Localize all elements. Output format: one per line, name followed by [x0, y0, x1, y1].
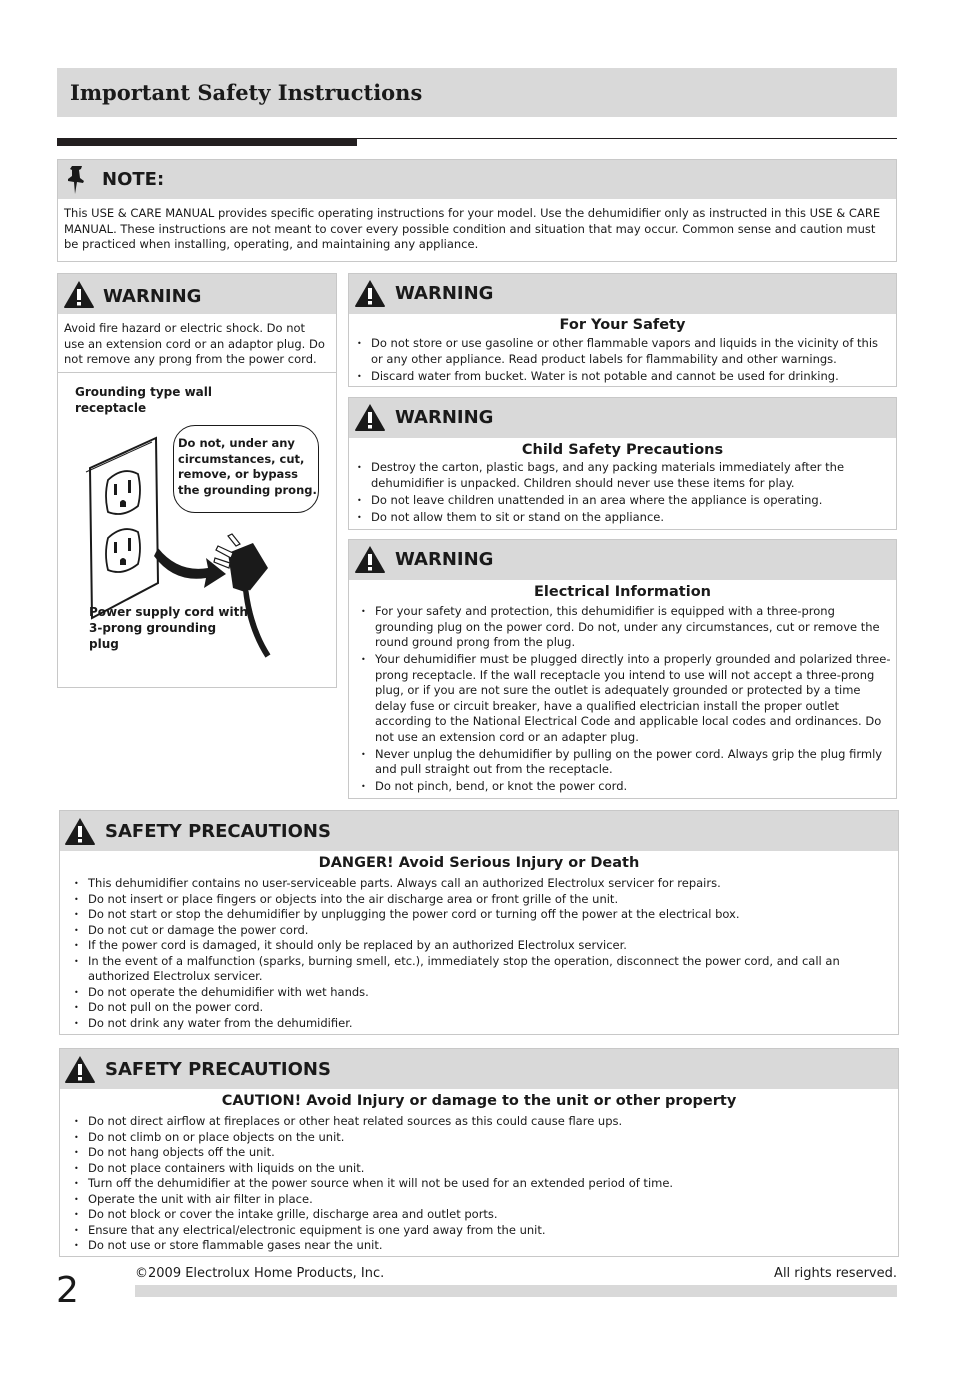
safety-precautions-title: SAFETY PRECAUTIONS — [105, 1059, 331, 1080]
safety-warning-title: WARNING — [395, 283, 494, 304]
safety-precautions-danger-box — [59, 810, 899, 1035]
electrical-warning-band — [349, 540, 896, 580]
list-item: • Do not pull on the power cord. — [72, 1000, 892, 1016]
pushpin-icon — [64, 164, 90, 196]
warning-triangle-icon — [354, 545, 386, 574]
safety-precautions-title: SAFETY PRECAUTIONS — [105, 821, 331, 842]
list-item: • Do not hang objects off the unit. — [72, 1145, 892, 1161]
list-item: • Do not allow them to sit or stand on the appliance. — [355, 510, 886, 526]
list-item: • Do not start or stop the dehumidifier by unplugging the power cord or turning off the power at the electrical box. — [72, 907, 892, 923]
callout-text: Do not, under any circumstances, cut, remove, or bypass the grounding prong. — [178, 436, 317, 497]
electrical-warning-box — [348, 539, 897, 799]
warning-triangle-icon — [354, 279, 386, 308]
list-item: • Do not block or cover the intake grille, discharge area and outlet ports. — [72, 1207, 892, 1223]
warning-triangle-icon — [64, 817, 96, 846]
header-rule-thick — [57, 138, 357, 146]
note-text: This USE & CARE MANUAL provides specific operating instructions for your model. Use the dehumidifier only as instructed in this USE & CARE MANUAL. These instructions are not meant to cover every possible condition and situation that may occur. Common sense and caution must be practiced when installing, operating, and maintaining any appliance. — [64, 206, 881, 251]
child-list — [355, 460, 886, 527]
list-item: • If the power cord is damaged, it should only be replaced by an authorized Electrolux servicer. — [72, 938, 892, 954]
page-title: Important Safety Instructions — [70, 80, 423, 105]
note-band — [58, 160, 896, 199]
electrical-warning-title: WARNING — [395, 549, 494, 570]
footer-bar — [135, 1285, 897, 1297]
header-rule-thin — [357, 138, 897, 139]
list-item: • Destroy the carton, plastic bags, and any packing materials immediately after the dehumidifier is unpacked. Children should never use these items for play. — [355, 460, 886, 491]
list-item: • Do not store or use gasoline or other flammable vapors and liquids in the vicinity of this or any other appliance. Read product labels for flammability and other warnings. — [355, 336, 886, 367]
safety-subtitle: For Your Safety — [559, 317, 686, 333]
child-warning-title: WARNING — [395, 407, 494, 428]
warning-triangle-icon — [354, 403, 386, 432]
list-item: • Do not use or store flammable gases near the unit. — [72, 1238, 892, 1254]
list-item: • Do not cut or damage the power cord. — [72, 923, 892, 939]
note-box — [57, 159, 897, 262]
page-number: 2 — [56, 1270, 79, 1311]
list-item: • For your safety and protection, this dehumidifier is equipped with a three-prong grounding plug on the power cord. Do not, under any circumstances, cut or remove the round ground prong from the plug. — [359, 604, 892, 651]
list-item: • Operate the unit with air filter in place. — [72, 1192, 892, 1208]
list-item: • Do not insert or place fingers or objects into the air discharge area or front grille of the unit. — [72, 892, 892, 908]
safety-precautions-band — [60, 811, 898, 851]
list-item: • Discard water from bucket. Water is not potable and cannot be used for drinking. — [355, 369, 886, 385]
list-item: • This dehumidifier contains no user-serviceable parts. Always call an authorized Electrolux servicer for repairs. — [72, 876, 892, 892]
list-item: • In the event of a malfunction (sparks, burning smell, etc.), immediately stop the operation, disconnect the power cord, and call an authorized Electrolux servicer. — [72, 954, 892, 985]
child-subtitle: Child Safety Precautions — [521, 442, 724, 458]
left-warning-band — [58, 274, 336, 314]
caution-list — [72, 1114, 892, 1254]
grounding-label: Grounding type wall receptacle — [75, 385, 212, 415]
list-item: • Your dehumidifier must be plugged directly into a properly grounded and polarized three-prong receptacle. If the wall receptacle you intend to use will not accept a three-prong plug, or if you are not sure the outlet is adequately grounded or protected by a time delay fuse or circuit breaker, have a qualified electrician install the proper outlet according to the National Electrical Code and applicable local codes and ordinances. Do not use an extension cord or an adapter plug. — [359, 652, 892, 745]
page-header — [57, 68, 897, 117]
note-title: NOTE: — [102, 169, 165, 190]
outlet-illustration-box — [57, 373, 337, 688]
safety-precautions-caution-box — [59, 1048, 899, 1257]
safety-warning-band — [349, 274, 896, 314]
left-warning-text: Avoid fire hazard or electric shock. Do not use an extension cord or an adaptor plug. Do not remove any prong from the power cord. — [64, 321, 325, 366]
footer-copyright: ©2009 Electrolux Home Products, Inc. — [135, 1266, 385, 1281]
danger-list — [72, 876, 892, 1031]
left-warning-title: WARNING — [103, 286, 202, 307]
list-item: • Ensure that any electrical/electronic equipment is one yard away from the unit. — [72, 1223, 892, 1239]
caution-subtitle: CAUTION! Avoid Injury or damage to the unit or other property — [221, 1093, 737, 1109]
cord-label: Power supply cord with 3-prong grounding plug — [89, 605, 248, 651]
electrical-list — [359, 604, 892, 796]
danger-subtitle: DANGER! Avoid Serious Injury or Death — [318, 855, 640, 871]
list-item: • Do not leave children unattended in an area where the appliance is operating. — [355, 493, 886, 509]
list-item: • Do not place containers with liquids on the unit. — [72, 1161, 892, 1177]
warning-triangle-icon — [63, 280, 95, 309]
footer-rights: All rights reserved. — [774, 1266, 897, 1281]
list-item: • Do not climb on or place objects on the unit. — [72, 1130, 892, 1146]
warning-triangle-icon — [64, 1055, 96, 1084]
left-warning-box — [57, 273, 337, 373]
safety-list — [355, 336, 886, 386]
list-item: • Do not pinch, bend, or knot the power cord. — [359, 779, 892, 795]
safety-precautions-band — [60, 1049, 898, 1089]
list-item: • Do not drink any water from the dehumidifier. — [72, 1016, 892, 1032]
list-item: • Turn off the dehumidifier at the power source when it will not be used for an extended period of time. — [72, 1176, 892, 1192]
electrical-subtitle: Electrical Information — [534, 584, 711, 600]
child-warning-band — [349, 398, 896, 438]
list-item: • Never unplug the dehumidifier by pulling on the power cord. Always grip the plug firmly and pull straight out from the receptacle. — [359, 747, 892, 778]
list-item: • Do not direct airflow at fireplaces or other heat related sources as this could cause flare ups. — [72, 1114, 892, 1130]
safety-warning-box — [348, 273, 897, 387]
child-warning-box — [348, 397, 897, 530]
list-item: • Do not operate the dehumidifier with wet hands. — [72, 985, 892, 1001]
